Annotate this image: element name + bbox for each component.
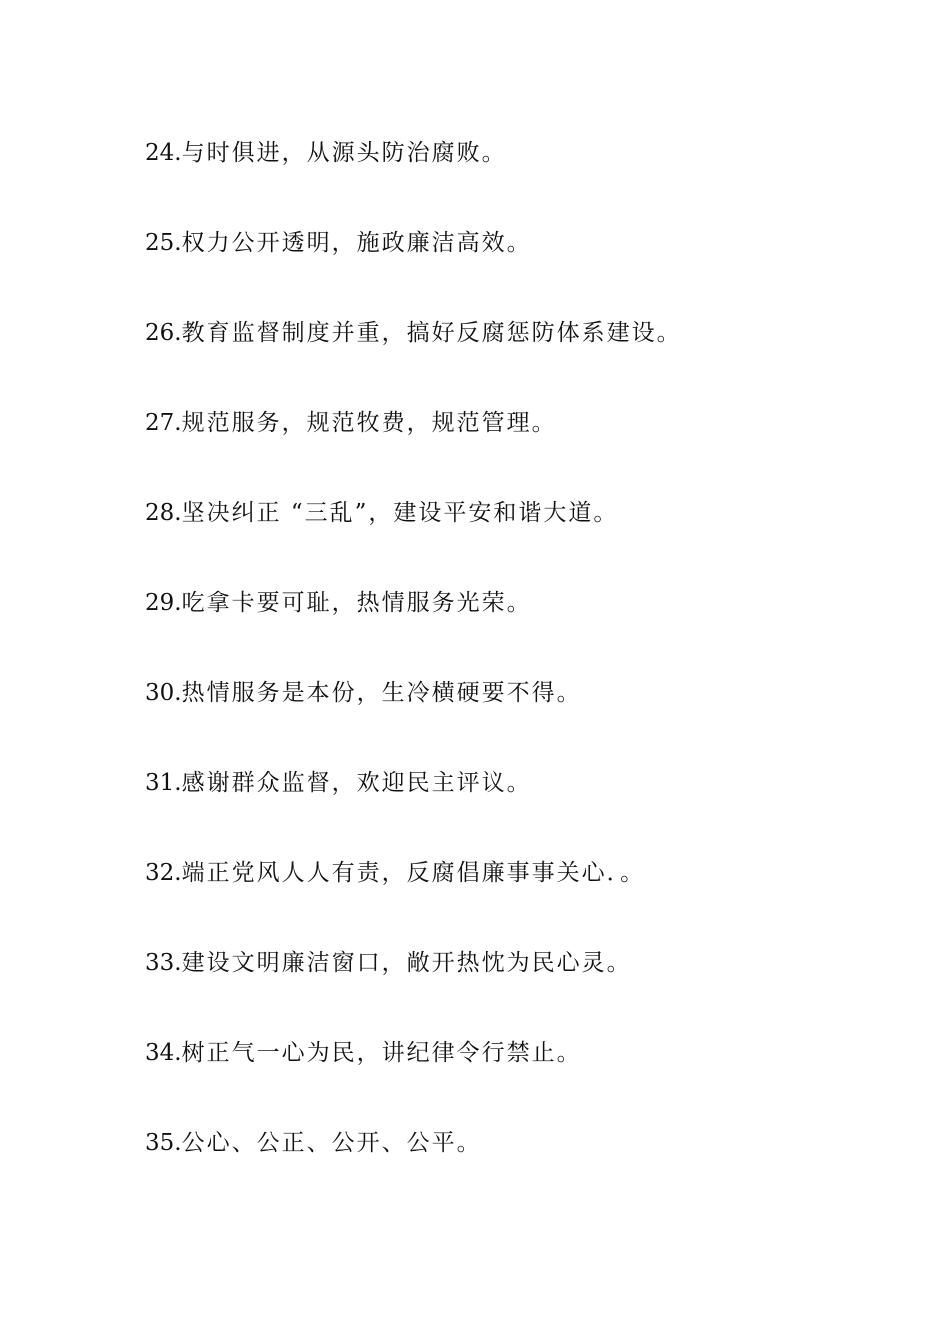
item-number: 28. <box>145 500 182 526</box>
item-number: 26. <box>145 320 182 346</box>
list-item <box>145 583 905 673</box>
item-number: 25. <box>145 230 182 256</box>
item-text: 规范服务，规范牧费，规范管理。 <box>181 410 557 436</box>
item-text: 坚决纠正 “三乱”，建设平安和谐大道。 <box>181 500 619 526</box>
list-item <box>145 1033 905 1123</box>
list-item <box>145 1123 905 1213</box>
item-text: 与时俱进，从源头防治腐败。 <box>181 140 507 166</box>
slogan-list <box>145 133 905 1213</box>
list-item <box>145 403 905 493</box>
item-number: 27. <box>145 410 182 436</box>
item-number: 33. <box>145 950 182 976</box>
list-item <box>145 853 905 943</box>
item-text: 建设文明廉洁窗口，敞开热忱为民心灵。 <box>181 950 632 976</box>
item-text: 权力公开透明，施政廉洁高效。 <box>181 230 532 256</box>
list-item <box>145 673 905 763</box>
item-text: 热情服务是本份，生冷横硬要不得。 <box>181 680 582 706</box>
item-text: 教育监督制度并重，搞好反腐惩防体系建设。 <box>181 320 682 346</box>
list-item <box>145 763 905 853</box>
item-number: 24. <box>145 140 182 166</box>
list-item <box>145 493 905 583</box>
item-text: 树正气一心为民，讲纪律令行禁止。 <box>181 1040 582 1066</box>
list-item <box>145 943 905 1033</box>
item-text: 公心、公正、公开、公平。 <box>181 1130 482 1156</box>
item-number: 30. <box>145 680 182 706</box>
item-text: 端正党风人人有责，反腐倡廉事事关心．。 <box>181 860 646 886</box>
list-item <box>145 313 905 403</box>
item-text: 感谢群众监督，欢迎民主评议。 <box>181 770 532 796</box>
item-number: 34. <box>145 1040 182 1066</box>
item-number: 31. <box>145 770 182 796</box>
item-text: 吃拿卡要可耻，热情服务光荣。 <box>181 590 532 616</box>
item-number: 32. <box>145 860 182 886</box>
item-number: 29. <box>145 590 182 616</box>
list-item <box>145 223 905 313</box>
list-item <box>145 133 905 223</box>
item-number: 35. <box>145 1130 182 1156</box>
